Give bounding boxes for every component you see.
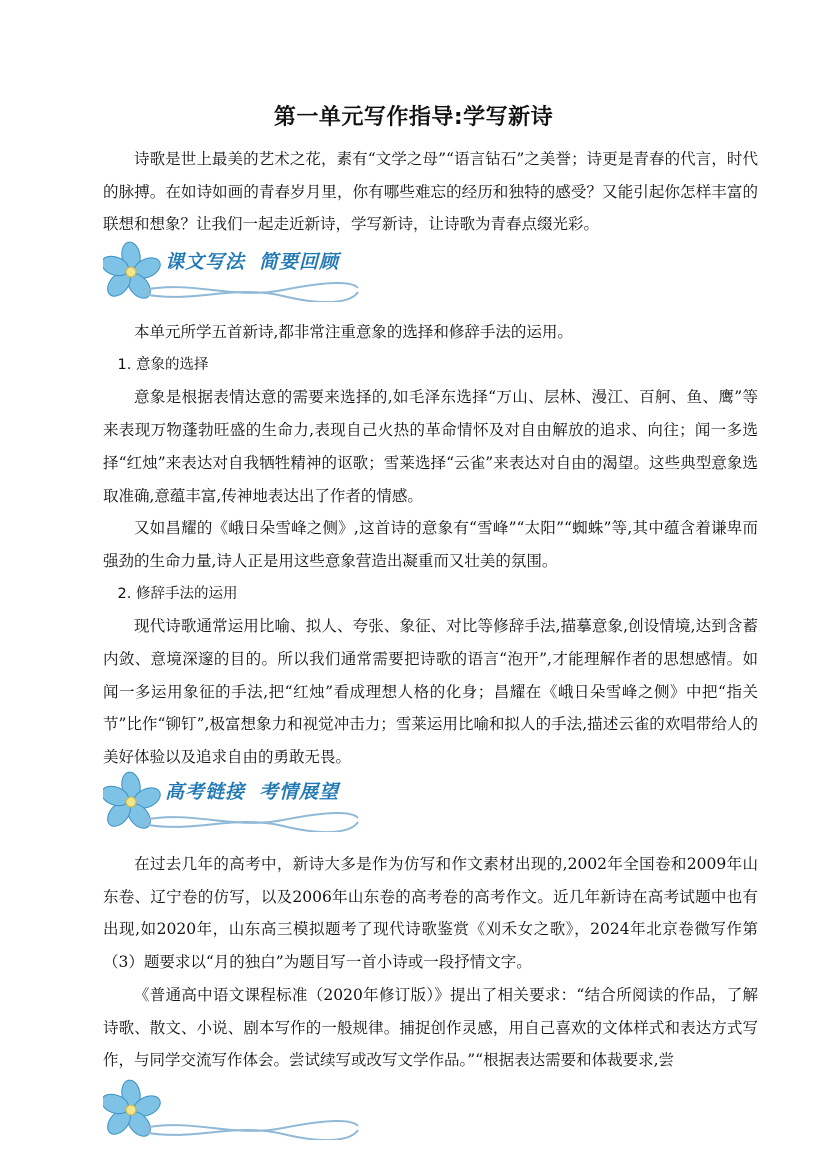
section-banner-review xyxy=(103,240,383,302)
exam-paragraph-2: 《普通高中语文课程标准（2020年修订版）》提出了相关要求：“结合所阅读的作品，了解诗歌、散文、小说、剧本写作的一般规律。捕捉创作灵感，用自己喜欢的文体样式和表达方式写作，与同学交流写作体会。尝试续写或改写文学作品。”“根据表达需要和体裁要求,尝 xyxy=(103,985,758,1070)
section2-heading: 2. 修辞手法的运用 xyxy=(117,585,238,602)
exam-paragraph-1: 在过去几年的高考中，新诗大多是作为仿写和作文素材出现的,2002年全国卷和2009年山东卷、辽宁卷的仿写，以及2006年山东卷的高考卷的高考作文。近几年新诗在高考试题中也有出现,如2020年，山东高三模拟题考了现代诗歌鉴赏《刈禾女之歌》，2024年北京卷微写作第（3）题要求以“月的独白”为题目写一首小诗或一段抒情文字。 xyxy=(103,855,758,972)
intro-paragraph: 诗歌是世上最美的艺术之花，素有“文学之母”“语言钻石”之美誉；诗更是青春的代言，时代的脉搏。在如诗如画的青春岁月里，你有哪些难忘的经历和独特的感受？又能引起你怎样丰富的联想和想象？让我们一起走近新诗，学写新诗，让诗歌为青春点缀光彩。 xyxy=(103,150,758,234)
page-title: 第一单元写作指导:学写新诗 xyxy=(273,105,554,130)
section1-heading: 1. 意象的选择 xyxy=(117,356,209,373)
footer-decoration xyxy=(103,1078,383,1140)
banner-title-exam: 高考链接 考情展望 xyxy=(165,781,340,803)
section-banner-exam xyxy=(103,770,383,832)
exam-block xyxy=(103,848,758,1077)
review-block xyxy=(103,316,758,774)
section2-paragraph-1: 现代诗歌通常运用比喻、拟人、夸张、象征、对比等修辞手法,描摹意象,创设情境,达到含蓄内敛、意境深邃的目的。所以我们通常需要把诗歌的语言“泡开”,才能理解作者的思想感情。如闻一多运用象征的手法,把“红烛”看成理想人格的化身；昌耀在《峨日朵雪峰之侧》中把“指关节”比作“铆钉”,极富想象力和视觉冲击力；雪莱运用比喻和拟人的手法,描述云雀的欢唱带给人的美好体验以及追求自由的勇敢无畏。 xyxy=(103,617,758,767)
section1-paragraph-1: 意象是根据表情达意的需要来选择的,如毛泽东选择“万山、层林、漫江、百舸、鱼、鹰”等来表现万物蓬勃旺盛的生命力,表现自己火热的革命情怀及对自由解放的追求、向往；闻一多选择“红烛”来表达对自我牺牲精神的讴歌；雪莱选择“云雀”来表达对自由的渴望。这些典型意象选取准确,意蕴丰富,传神地表达出了作者的情感。 xyxy=(103,388,758,505)
section1-paragraph-2: 又如昌耀的《峨日朵雪峰之侧》,这首诗的意象有“雪峰”“太阳”“蜘蛛”等,其中蕴含着谦卑而强劲的生命力量,诗人正是用这些意象营造出凝重而又壮美的氛围。 xyxy=(103,519,758,570)
banner-title-review: 课文写法 简要回顾 xyxy=(165,251,340,273)
review-intro: 本单元所学五首新诗,都非常注重意象的选择和修辞手法的运用。 xyxy=(134,323,573,341)
intro-block xyxy=(103,143,758,241)
flower-icon xyxy=(103,1078,383,1140)
